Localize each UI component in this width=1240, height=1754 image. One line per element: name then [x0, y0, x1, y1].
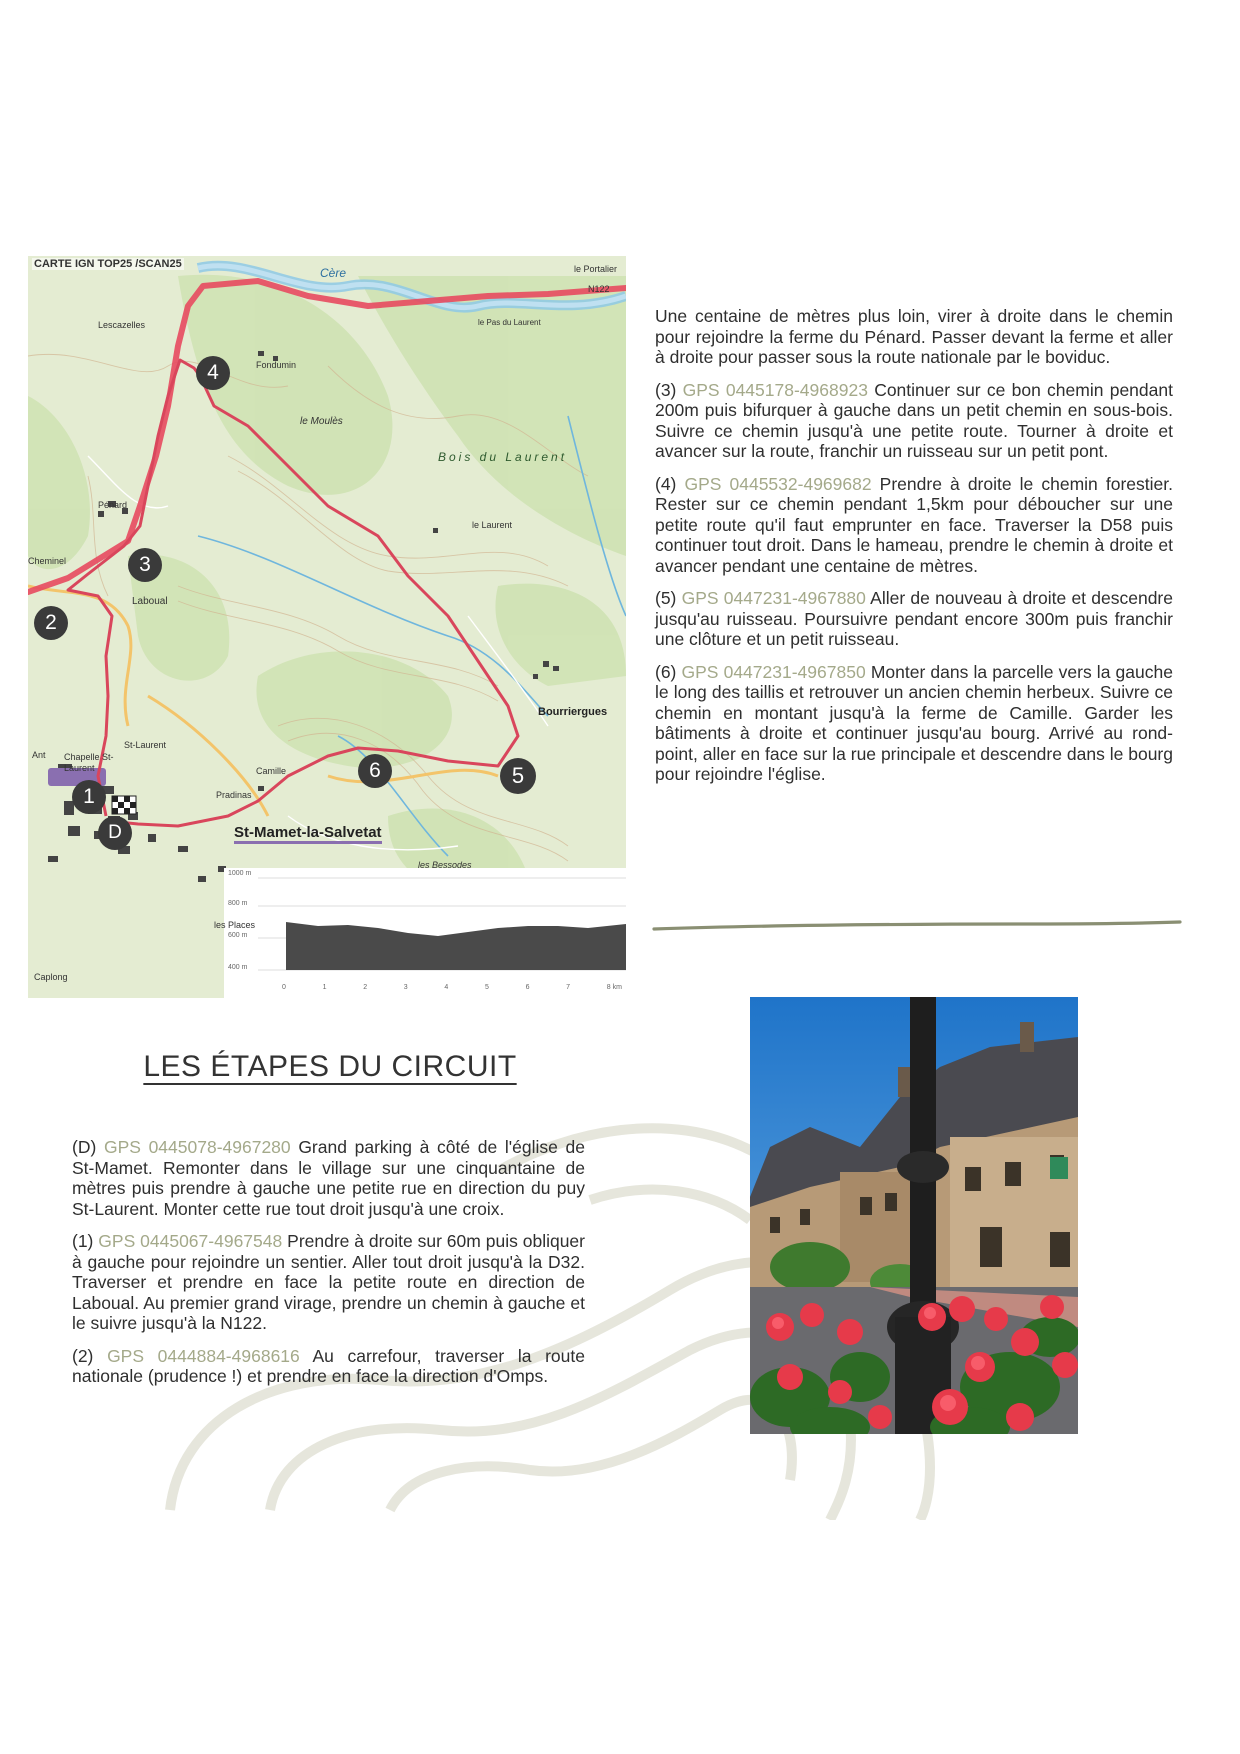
right-column-text	[655, 306, 1173, 797]
map-label-fondumin: Fondumin	[256, 360, 297, 370]
map-marker-2: 2	[34, 606, 68, 640]
map-label-pas-du-laurent: le Pas du Laurent	[478, 318, 541, 327]
profile-x-3: 3	[403, 984, 408, 991]
gps-coordinates: GPS 0445078-4967280	[103, 1137, 291, 1157]
profile-x-6: 6	[525, 984, 530, 991]
step-paragraph-d	[72, 1137, 585, 1219]
map-credit: CARTE IGN TOP25 /SCAN25	[34, 258, 182, 270]
step-id: (4)	[655, 473, 677, 494]
step-text: Au carrefour, traverser la route nationale (prudence !) et prendre en face la direction d'Omps.	[72, 1345, 585, 1386]
map-label-cere: Cère	[320, 266, 347, 280]
map-label-st-laurent: St-Laurent	[124, 740, 167, 750]
map-label-ant: Ant	[32, 750, 46, 760]
map-label-st-mamet: St-Mamet-la-Salvetat	[234, 824, 382, 844]
step-paragraph-3	[655, 380, 1173, 462]
map-label-pradinas: Pradinas	[216, 790, 252, 800]
map-label-chapelle: Chapelle St-Laurent	[64, 752, 114, 773]
step-paragraph-1	[72, 1231, 585, 1334]
village-photo	[750, 997, 1078, 1434]
profile-y-1000: 1000 m	[228, 870, 252, 877]
map-label-bois-du-laurent: Bois du Laurent	[438, 450, 568, 464]
map-label-laboual: Laboual	[132, 596, 168, 607]
profile-y-400: 400 m	[228, 964, 248, 971]
map-marker-d: D	[98, 816, 132, 850]
profile-x-4: 4	[444, 984, 449, 991]
gps-coordinates: GPS 0445067-4967548	[98, 1231, 283, 1251]
map-marker-5: 5	[500, 758, 536, 794]
step-id: (D)	[72, 1137, 97, 1157]
map-label-caplong: Caplong	[34, 972, 68, 982]
map-marker-1: 1	[72, 780, 106, 814]
map-label-camille: Camille	[256, 766, 287, 776]
map-label-n122: N122	[588, 284, 610, 294]
gps-coordinates: GPS 0445532-4969682	[684, 473, 872, 494]
step-id: (6)	[655, 661, 677, 682]
map-label-bourriergues: Bourriergues	[538, 706, 608, 718]
profile-x-2: 2	[363, 984, 368, 991]
profile-x-8: 8 km	[606, 984, 622, 991]
step-text: Aller de nouveau à droite et descendre jusqu'au ruisseau. Poursuivre pendant encore 300m puis franchir une clôture et un petit ruisseau.	[655, 588, 1173, 649]
step-paragraph-5	[655, 588, 1173, 650]
gps-coordinates: GPS 0447231-4967880	[681, 588, 866, 608]
map-label-moules: le Moulès	[300, 416, 343, 427]
elevation-profile	[224, 868, 626, 998]
profile-x-0: 0	[282, 984, 286, 991]
section-title: LES ÉTAPES DU CIRCUIT	[143, 1050, 517, 1083]
map-marker-4: 4	[196, 356, 230, 390]
profile-y-600: 600 m	[228, 932, 248, 939]
trail-map	[28, 256, 626, 998]
step-text: Continuer sur ce bon chemin pendant 200m puis bifurquer à gauche dans un petit chemin en sous-bois. Suivre ce chemin jusqu'à une petite route. Tourner à droite et avancer sur la route, franchir un ruisseau sur un petit pont.	[655, 379, 1173, 461]
step-text: Grand parking à côté de l'église de St-Mamet. Remonter dans le village sur une cinquantaine de mètres puis prendre à gauche une petite rue en direction du puy St-Laurent. Monter cette rue tout droit jusqu'à une croix.	[72, 1137, 585, 1219]
left-column-text	[72, 1137, 585, 1399]
profile-x-ticks	[282, 984, 622, 991]
step-id: (2)	[72, 1345, 94, 1366]
step-text: Prendre à droite sur 60m puis obliquer à gauche pour rejoindre un sentier. Aller tout droit jusqu'à la D32. Traverser et prendre en face la petite route en direction de Laboual. Au premier grand virage, prendre un chemin à gauche et le suivre jusqu'à la N122.	[72, 1231, 585, 1333]
step-id: (3)	[655, 379, 677, 400]
intro-paragraph: Une centaine de mètres plus loin, virer à droite dans le chemin pour rejoindre la ferme du Pénard. Passer devant la ferme et aller à droite pour passer sous la route nationale par le boviduc.	[655, 306, 1173, 367]
map-label-lescazelles: Lescazelles	[98, 320, 146, 330]
map-label-les-places: les Places	[214, 920, 256, 930]
map-marker-3: 3	[128, 548, 162, 582]
gps-coordinates: GPS 0447231-4967850	[681, 661, 866, 682]
step-text: Monter dans la parcelle vers la gauche le long des taillis et retrouver un ancien chemin herbeux. Suivre ce chemin en montant jusqu'à la ferme de Camille. Garder les bâtiments à droite et continuer jusqu'au bourg. Arrivé au rond-point, aller en face sur la rue principale et descendre dans le bourg pour rejoindre l'église.	[655, 661, 1173, 784]
step-id: (5)	[655, 588, 677, 608]
gps-coordinates: GPS 0445178-4968923	[682, 379, 868, 400]
gps-coordinates: GPS 0444884-4968616	[107, 1345, 300, 1366]
map-label-cheminel: Cheminel	[28, 556, 67, 566]
map-label-bessodes: les Bessodes	[418, 860, 472, 870]
profile-y-800: 800 m	[228, 900, 248, 907]
step-paragraph-2	[72, 1346, 585, 1387]
profile-x-1: 1	[322, 984, 327, 991]
step-text: Prendre à droite le chemin forestier. Rester sur ce chemin pendant 1,5km pour déboucher sur une petite route qu'il faut emprunter en face. Traverser la D58 puis continuer tout droit. Dans le hameau, prendre le chemin à droite et avancer pendant une centaine de mètres.	[655, 473, 1173, 576]
brush-divider	[652, 920, 1182, 934]
profile-x-7: 7	[566, 984, 571, 991]
map-label-penard: Pénard	[98, 500, 128, 510]
map-marker-6: 6	[358, 754, 392, 788]
step-paragraph-6	[655, 662, 1173, 785]
profile-x-5: 5	[484, 984, 489, 991]
step-paragraph-4	[655, 474, 1173, 577]
map-label-le-laurent: le Laurent	[472, 520, 513, 530]
step-id: (1)	[72, 1231, 94, 1251]
start-flag-icon	[112, 796, 136, 814]
map-label-portalier: le Portalier	[574, 264, 618, 274]
